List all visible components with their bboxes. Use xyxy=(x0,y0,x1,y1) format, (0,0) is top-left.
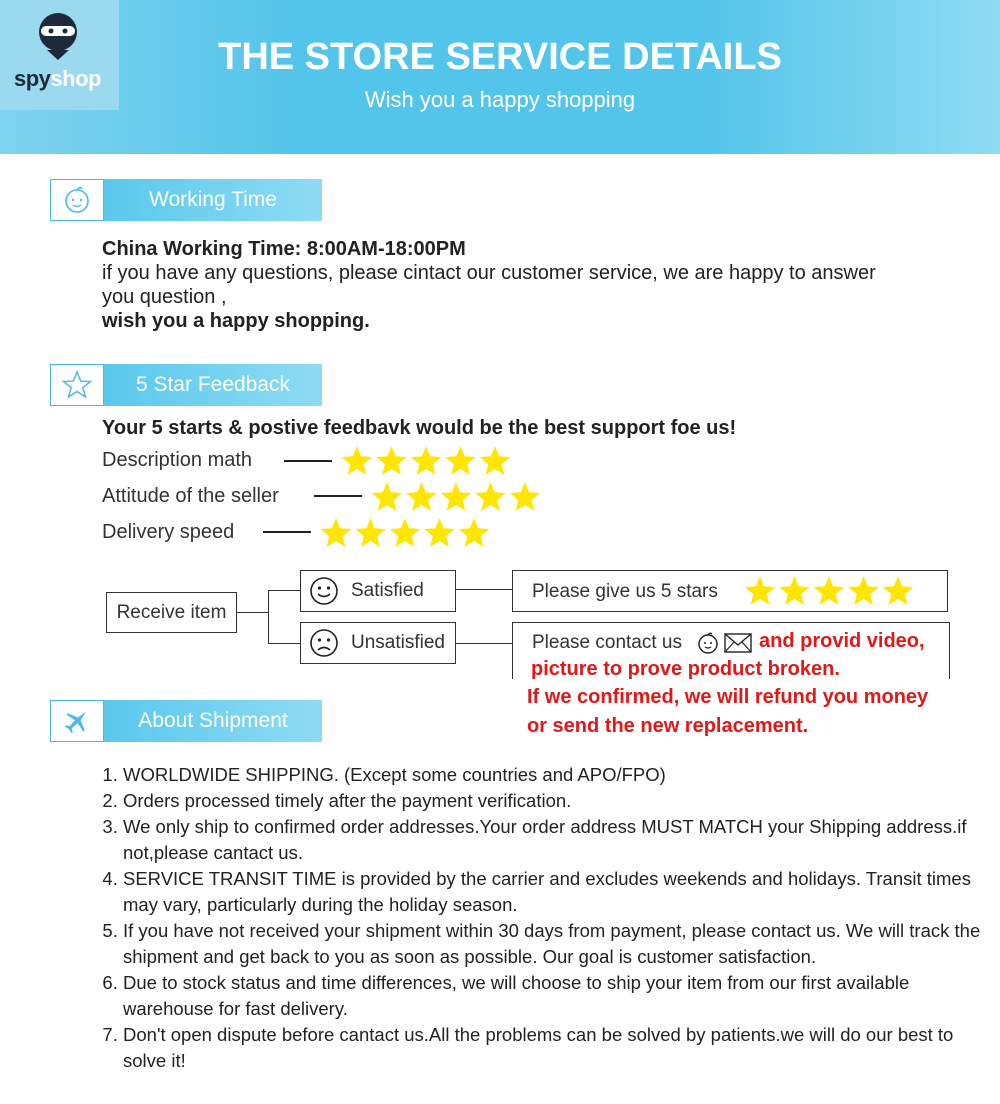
star-icon xyxy=(883,576,913,605)
red-note-line: and provid video, xyxy=(759,630,925,652)
star-icon xyxy=(445,446,475,475)
list-item: 5. If you have not received your shipment within 30 days from payment, please contact us. We will track the shipment and get back to you as soon as possible. Our goal is customer satisfaction. xyxy=(123,918,993,970)
red-note-line: If we confirmed, we will refund you money xyxy=(527,686,929,708)
star-icon xyxy=(355,518,385,547)
smiley-icon xyxy=(61,184,93,216)
five-stars-icon xyxy=(743,574,915,608)
satisfied-label: Satisfied xyxy=(351,580,424,601)
rating-row xyxy=(102,479,279,513)
section-label: Working Time xyxy=(149,188,277,211)
list-item: 7. Don't open dispute before cantact us.All the problems can be solved by patients.we will do our best to solve it! xyxy=(123,1022,993,1074)
working-note-line: if you have any questions, please cintact our customer service, we are happy to answer xyxy=(102,262,876,284)
star-icon xyxy=(848,576,878,605)
list-item: 6. Due to stock status and time differences, we will choose to ship your item from our first available warehouse for fast delivery. xyxy=(123,970,993,1022)
five-stars-icon xyxy=(340,444,512,478)
star-icon xyxy=(480,446,510,475)
section-tag-shipment xyxy=(50,700,322,742)
star-icon xyxy=(376,446,406,475)
page-title: THE STORE SERVICE DETAILS xyxy=(218,36,782,78)
rating-label: Delivery speed xyxy=(102,521,235,543)
list-item: 2. Orders processed timely after the payment verification. xyxy=(123,788,993,814)
star-icon xyxy=(424,518,454,547)
star-icon xyxy=(406,482,436,511)
list-item: 4. SERVICE TRANSIT TIME is provided by the carrier and excludes weekends and holidays. Transit times may vary, particularly during the holiday season. xyxy=(123,866,993,918)
working-hours: China Working Time: 8:00AM-18:00PM xyxy=(102,238,466,260)
mail-icon xyxy=(724,633,752,653)
section-tag-feedback xyxy=(50,364,322,406)
star-icon xyxy=(390,518,420,547)
feedback-headline: Your 5 starts & postive feedbavk would be the best support foe us! xyxy=(102,417,737,439)
star-icon xyxy=(372,482,402,511)
section-label: About Shipment xyxy=(138,709,288,732)
star-icon xyxy=(814,576,844,605)
five-stars-icon xyxy=(370,480,542,514)
rating-label: Attitude of the seller xyxy=(102,485,279,507)
smiley-icon-box xyxy=(50,179,104,221)
star-icon xyxy=(321,518,351,547)
section-tag-working-time xyxy=(50,179,322,221)
star-icon xyxy=(342,446,372,475)
page-subtitle: Wish you a happy shopping xyxy=(364,87,636,112)
star-outline-icon xyxy=(61,369,93,401)
working-note-line: you question , xyxy=(102,286,227,308)
red-note-line: or send the new replacement. xyxy=(527,715,809,737)
smiley-icon xyxy=(696,631,720,655)
star-icon xyxy=(459,518,489,547)
sad-face-icon xyxy=(309,628,339,658)
rating-row xyxy=(102,443,252,477)
satisfied-box xyxy=(300,570,456,612)
star-icon xyxy=(475,482,505,511)
satisfied-message: Please give us 5 stars xyxy=(532,581,718,602)
section-label: 5 Star Feedback xyxy=(135,373,291,396)
star-icon xyxy=(411,446,441,475)
list-item: 1. WORLDWIDE SHIPPING. (Except some countries and APO/FPO) xyxy=(123,762,993,788)
header-banner xyxy=(0,0,1000,154)
unsatisfied-message-box xyxy=(512,622,950,679)
airplane-icon xyxy=(61,705,93,737)
star-icon xyxy=(441,482,471,511)
brand-logo-text: spyshop xyxy=(14,66,101,91)
unsatisfied-message: Please contact us xyxy=(532,632,682,653)
rating-row xyxy=(102,515,234,549)
star-icon-box xyxy=(50,364,104,406)
star-icon xyxy=(510,482,540,511)
unsatisfied-box xyxy=(300,622,456,664)
star-icon xyxy=(745,576,775,605)
working-note-wish: wish you a happy shopping. xyxy=(102,310,370,332)
unsatisfied-label: Unsatisfied xyxy=(351,632,445,653)
happy-face-icon xyxy=(309,576,339,606)
rating-label: Description math xyxy=(102,449,253,471)
red-note-line: picture to prove product broken. xyxy=(531,658,840,680)
five-stars-icon xyxy=(319,516,491,550)
list-item: 3. We only ship to confirmed order addresses.Your order address MUST MATCH your Shipping address.if not,please cantact us. xyxy=(123,814,993,866)
plane-icon-box xyxy=(50,700,104,742)
shipment-list xyxy=(102,762,993,1074)
star-icon xyxy=(779,576,809,605)
receive-item-box: Receive item xyxy=(106,592,237,633)
satisfied-message-box xyxy=(512,570,948,612)
